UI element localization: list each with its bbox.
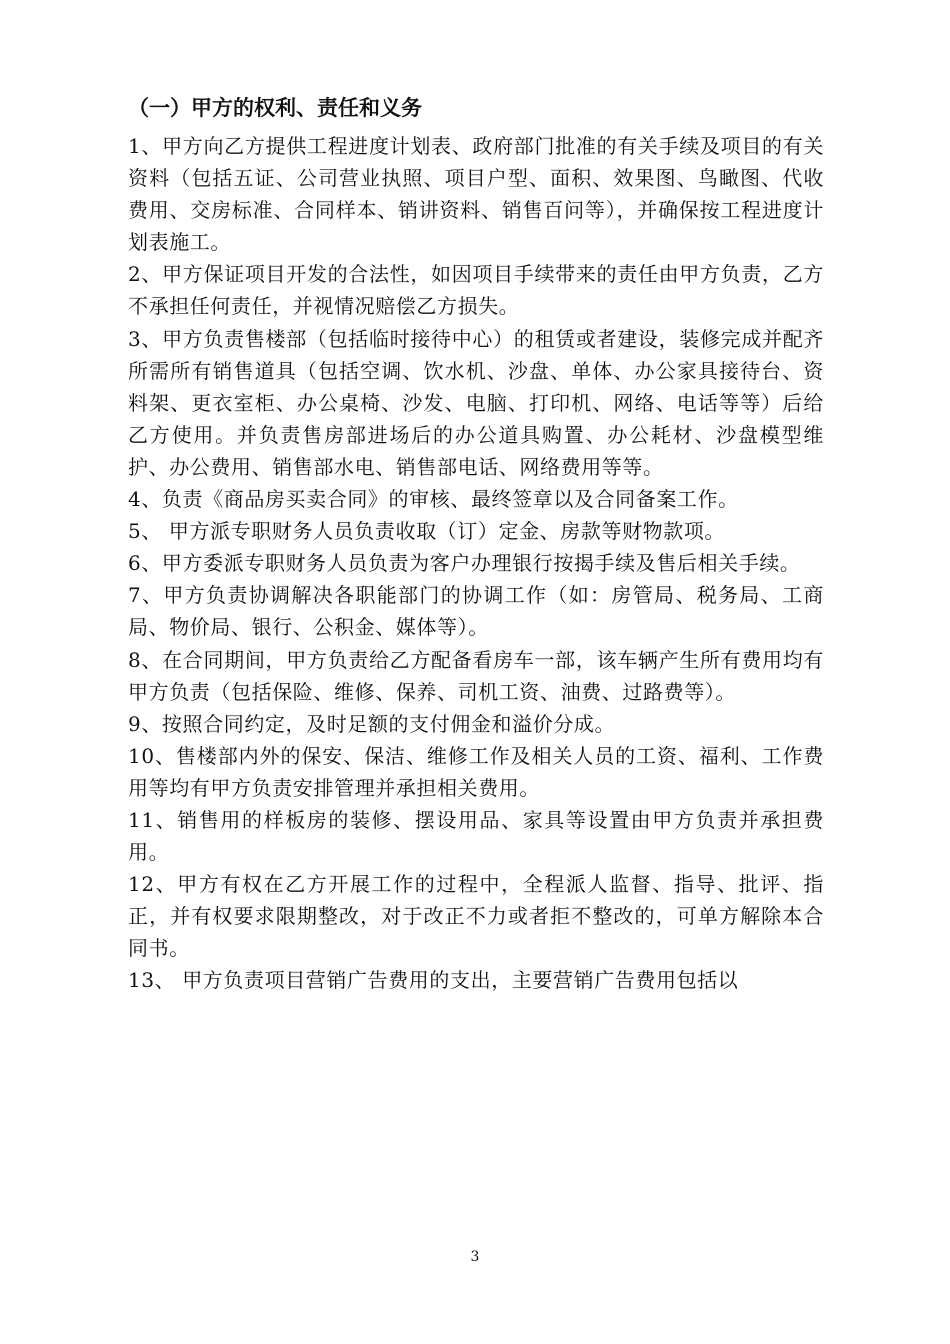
clause-11: 11、销售用的样板房的装修、摆设用品、家具等设置由甲方负责并承担费用。 (128, 807, 824, 865)
section-title: （一）甲方的权利、责任和义务 (128, 95, 422, 120)
clause-4: 4、负责《商品房买卖合同》的审核、最终签章以及合同备案工作。 (128, 487, 739, 512)
page-number: 3 (470, 1249, 480, 1265)
clause-8: 8、在合同期间，甲方负责给乙方配备看房车一部，该车辆产生所有费用均有甲方负责（包括保险、维修、保养、司机工资、油费、过路费等）。 (128, 647, 824, 704)
clause-2: 2、甲方保证项目开发的合法性，如因项目手续带来的责任由甲方负责，乙方不承担任何责任，并视情况赔偿乙方损失。 (128, 262, 824, 319)
clause-12: 12、甲方有权在乙方开展工作的过程中，全程派人监督、指导、批评、指正，并有权要求限期整改，对于改正不力或者拒不整改的，可单方解除本合同书。 (128, 872, 824, 961)
document-body (128, 92, 824, 997)
clause-6: 6、甲方委派专职财务人员负责为客户办理银行按揭手续及售后相关手续。 (128, 551, 801, 576)
clause-7: 7、甲方负责协调解决各职能部门的协调工作（如：房管局、税务局、工商局、物价局、银行、公积金、媒体等）。 (128, 583, 824, 640)
clause-5: 5、 甲方派专职财务人员负责收取（订）定金、房款等财物款项。 (128, 519, 726, 544)
clause-3: 3、甲方负责售楼部（包括临时接待中心）的租赁或者建设，装修完成并配齐所需所有销售道具（包括空调、饮水机、沙盘、单体、办公家具接待台、资料架、更衣室柜、办公桌椅、沙发、电脑、打印机、网络、电话等等）后给乙方使用。并负责售房部进场后的办公道具购置、办公耗材、沙盘模型维护、办公费用、销售部水电、销售部电话、网络费用等等。 (128, 326, 824, 479)
clause-13: 13、 甲方负责项目营销广告费用的支出，主要营销广告费用包括以 (128, 968, 739, 993)
clause-10: 10、售楼部内外的保安、保洁、维修工作及相关人员的工资、福利、工作费用等均有甲方负责安排管理并承担相关费用。 (128, 743, 824, 800)
clause-1: 1、甲方向乙方提供工程进度计划表、政府部门批准的有关手续及项目的有关资料（包括五证、公司营业执照、项目户型、面积、效果图、鸟瞰图、代收费用、交房标准、合同样本、销讲资料、销售百问等），并确保按工程进度计划表施工。 (128, 134, 824, 255)
clause-9: 9、按照合同约定，及时足额的支付佣金和溢价分成。 (128, 711, 616, 736)
